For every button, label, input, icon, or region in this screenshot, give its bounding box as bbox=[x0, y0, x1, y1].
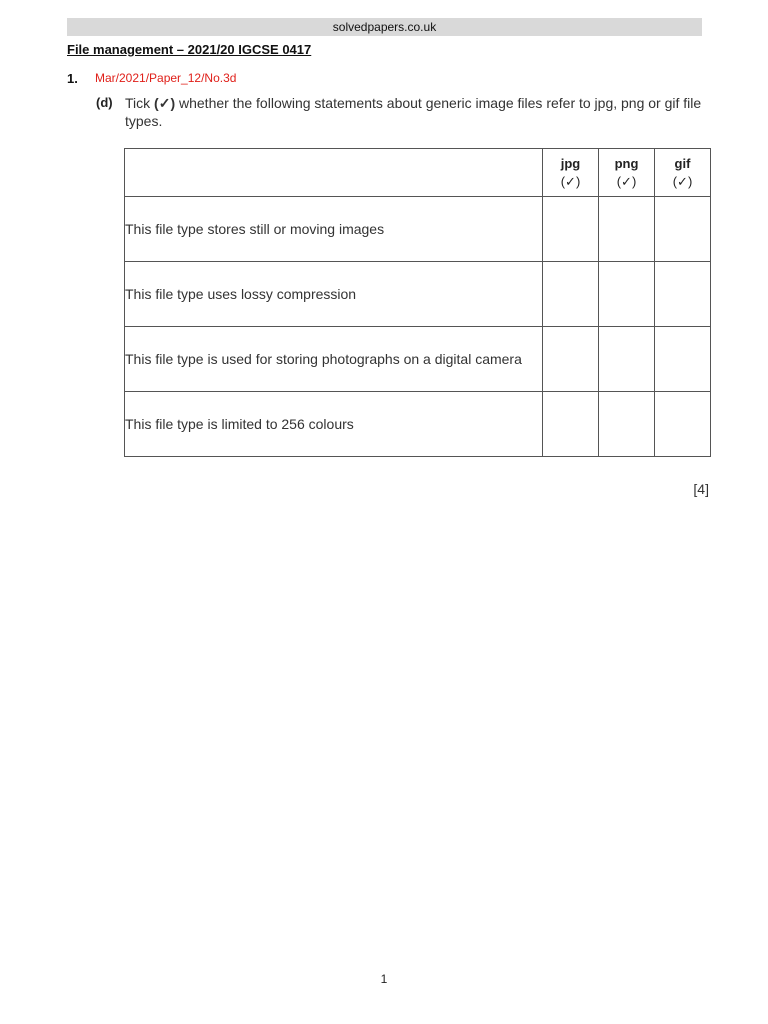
statement-cell: This file type is limited to 256 colours bbox=[125, 392, 543, 457]
statement-cell: This file type stores still or moving images bbox=[125, 197, 543, 262]
column-tick: (✓) bbox=[672, 173, 693, 189]
tick-cell-jpg[interactable] bbox=[543, 262, 599, 327]
instruction-text-start: Tick bbox=[125, 95, 155, 111]
tick-cell-png[interactable] bbox=[599, 392, 655, 457]
column-label: gif bbox=[674, 155, 691, 171]
table-row bbox=[125, 392, 711, 457]
statement-cell: This file type is used for storing photographs on a digital camera bbox=[125, 327, 543, 392]
tick-cell-jpg[interactable] bbox=[543, 327, 599, 392]
table-row bbox=[125, 327, 711, 392]
tick-cell-gif[interactable] bbox=[655, 262, 711, 327]
column-label: jpg bbox=[560, 155, 581, 171]
site-name: solvedpapers.co.uk bbox=[332, 20, 437, 34]
tick-cell-jpg[interactable] bbox=[543, 392, 599, 457]
question-reference: Mar/2021/Paper_12/No.3d bbox=[95, 71, 237, 85]
tick-cell-png[interactable] bbox=[599, 197, 655, 262]
question-number: 1. bbox=[67, 71, 78, 86]
question-instruction bbox=[125, 94, 705, 130]
tick-cell-gif[interactable] bbox=[655, 392, 711, 457]
page-number: 1 bbox=[380, 972, 388, 986]
tick-symbol: (✓) bbox=[154, 95, 176, 111]
question-part-label: (d) bbox=[96, 95, 113, 110]
table-row bbox=[125, 197, 711, 262]
tick-cell-jpg[interactable] bbox=[543, 197, 599, 262]
column-tick: (✓) bbox=[560, 173, 581, 189]
tick-cell-gif[interactable] bbox=[655, 327, 711, 392]
statement-cell: This file type uses lossy compression bbox=[125, 262, 543, 327]
column-header-png bbox=[599, 149, 655, 197]
statement-column-header bbox=[125, 149, 543, 197]
column-label: png bbox=[614, 155, 639, 171]
document-title: File management – 2021/20 IGCSE 0417 bbox=[67, 42, 312, 57]
tick-cell-png[interactable] bbox=[599, 327, 655, 392]
column-header-jpg bbox=[543, 149, 599, 197]
marks-allocation: [4] bbox=[693, 481, 709, 497]
tick-cell-png[interactable] bbox=[599, 262, 655, 327]
answer-table bbox=[124, 148, 711, 457]
instruction-text-end: whether the following statements about generic image files refer to jpg, png or gif file types. bbox=[125, 95, 702, 129]
table-row bbox=[125, 262, 711, 327]
column-header-gif bbox=[655, 149, 711, 197]
site-header-bar bbox=[67, 18, 702, 36]
tick-cell-gif[interactable] bbox=[655, 197, 711, 262]
table-header-row bbox=[125, 149, 711, 197]
column-tick: (✓) bbox=[616, 173, 637, 189]
